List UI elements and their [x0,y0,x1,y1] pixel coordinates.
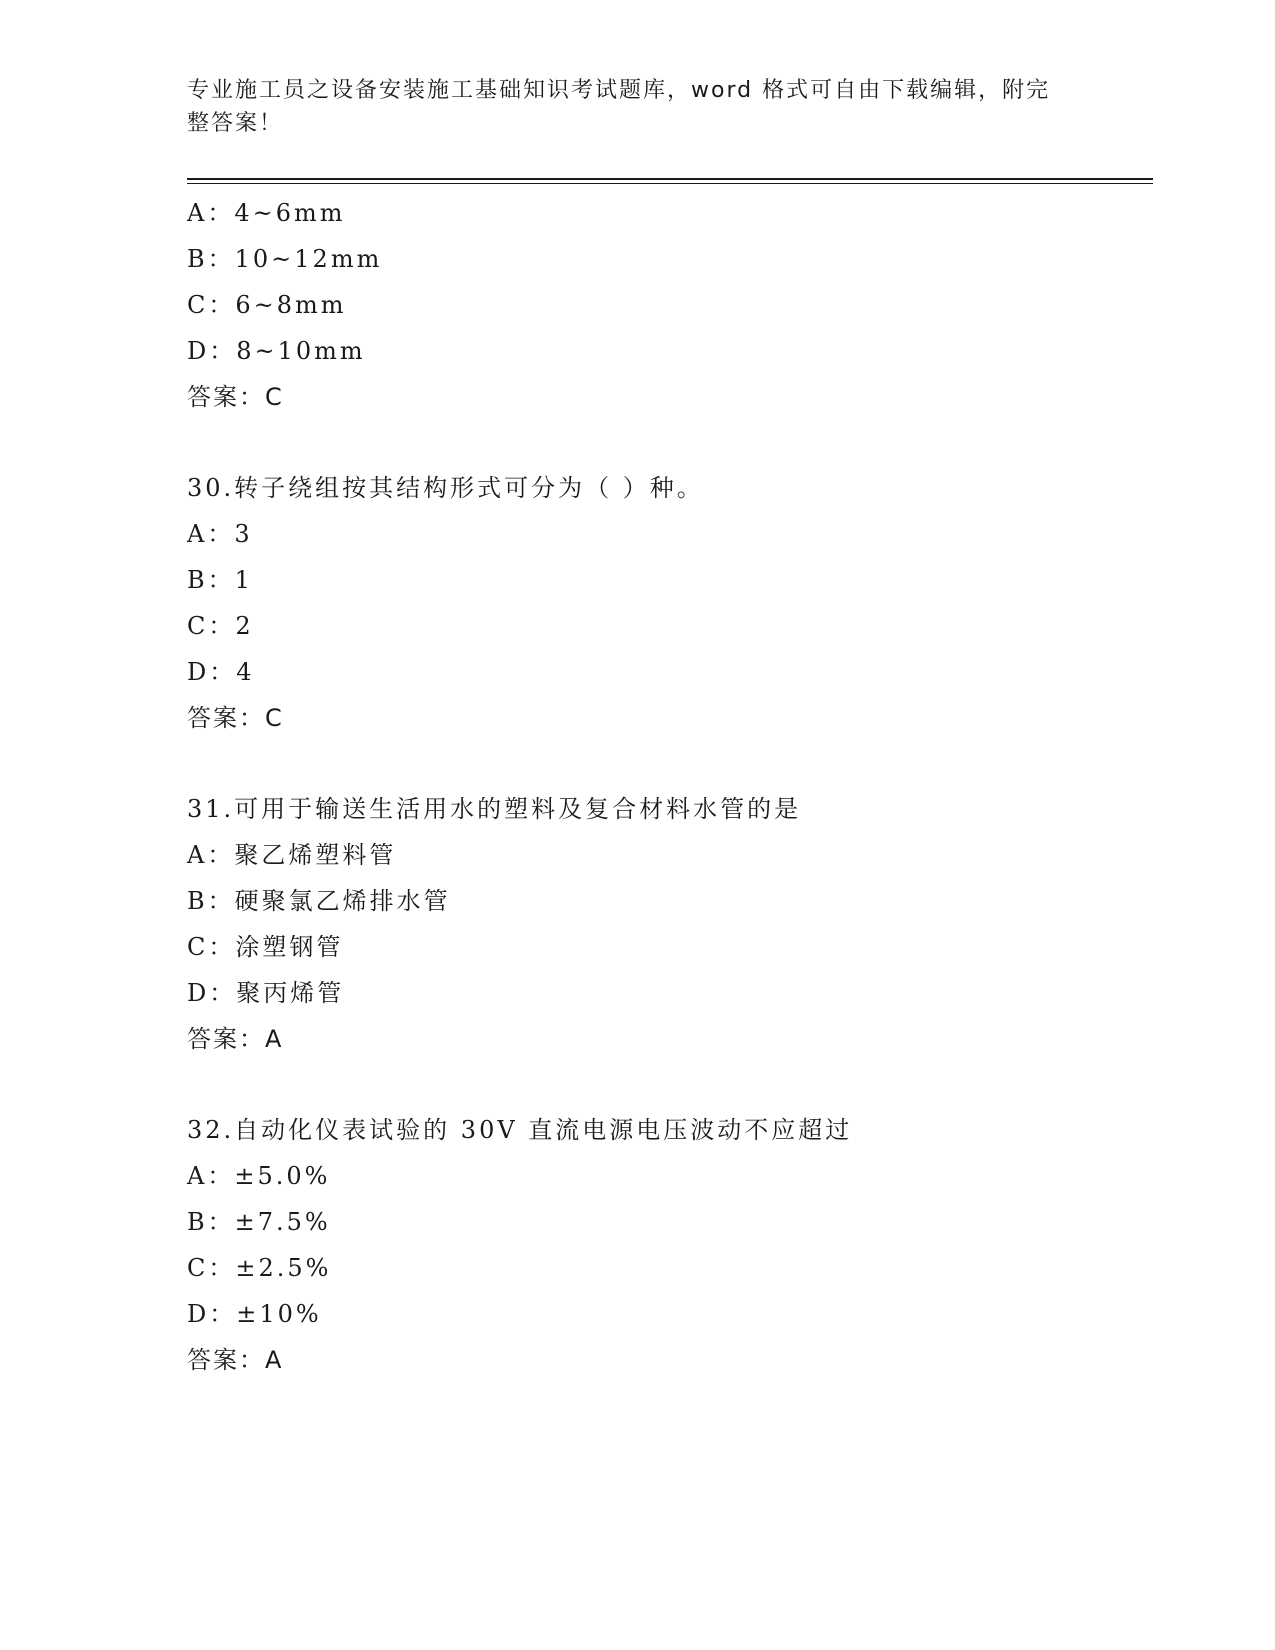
option-c: C：2 [187,612,254,640]
question-block-29 [187,190,1153,420]
option-b: B：硬聚氯乙烯排水管 [187,887,451,915]
header-rule-thick [187,178,1153,180]
option-d: D：聚丙烯管 [187,979,345,1007]
option-a: A：聚乙烯塑料管 [187,841,397,869]
option-a: A：4~6mm [187,199,346,227]
option-d: D：4 [187,658,255,686]
answer-line: 答案：A [187,1025,284,1053]
option-b: B：10~12mm [187,245,383,273]
question-block-30 [187,465,1153,741]
answer-line: 答案：A [187,1346,284,1374]
option-b: B：±7.5% [187,1208,331,1236]
question-list [187,190,1153,1383]
option-a: A：3 [187,520,253,548]
spacer [187,420,1153,465]
question-text: 32.自动化仪表试验的 30V 直流电源电压波动不应超过 [187,1116,853,1144]
option-c: C：±2.5% [187,1254,332,1282]
option-d: D：8~10mm [187,337,366,365]
spacer [187,741,1153,786]
question-text: 30.转子绕组按其结构形式可分为（ ）种。 [187,474,704,502]
answer-line: 答案：C [187,383,284,411]
question-block-32 [187,1107,1153,1383]
option-d: D：±10% [187,1300,322,1328]
answer-line: 答案：C [187,704,284,732]
option-c: C：6~8mm [187,291,347,319]
question-block-31 [187,786,1153,1062]
option-a: A：±5.0% [187,1162,331,1190]
spacer [187,1062,1153,1107]
question-text: 31.可用于输送生活用水的塑料及复合材料水管的是 [187,795,802,823]
document-header: 专业施工员之设备安装施工基础知识考试题库，word 格式可自由下载编辑，附完整答案！ [187,78,1051,136]
option-b: B：1 [187,566,253,594]
header-rule-thin [187,183,1153,184]
option-c: C：涂塑钢管 [187,933,344,961]
